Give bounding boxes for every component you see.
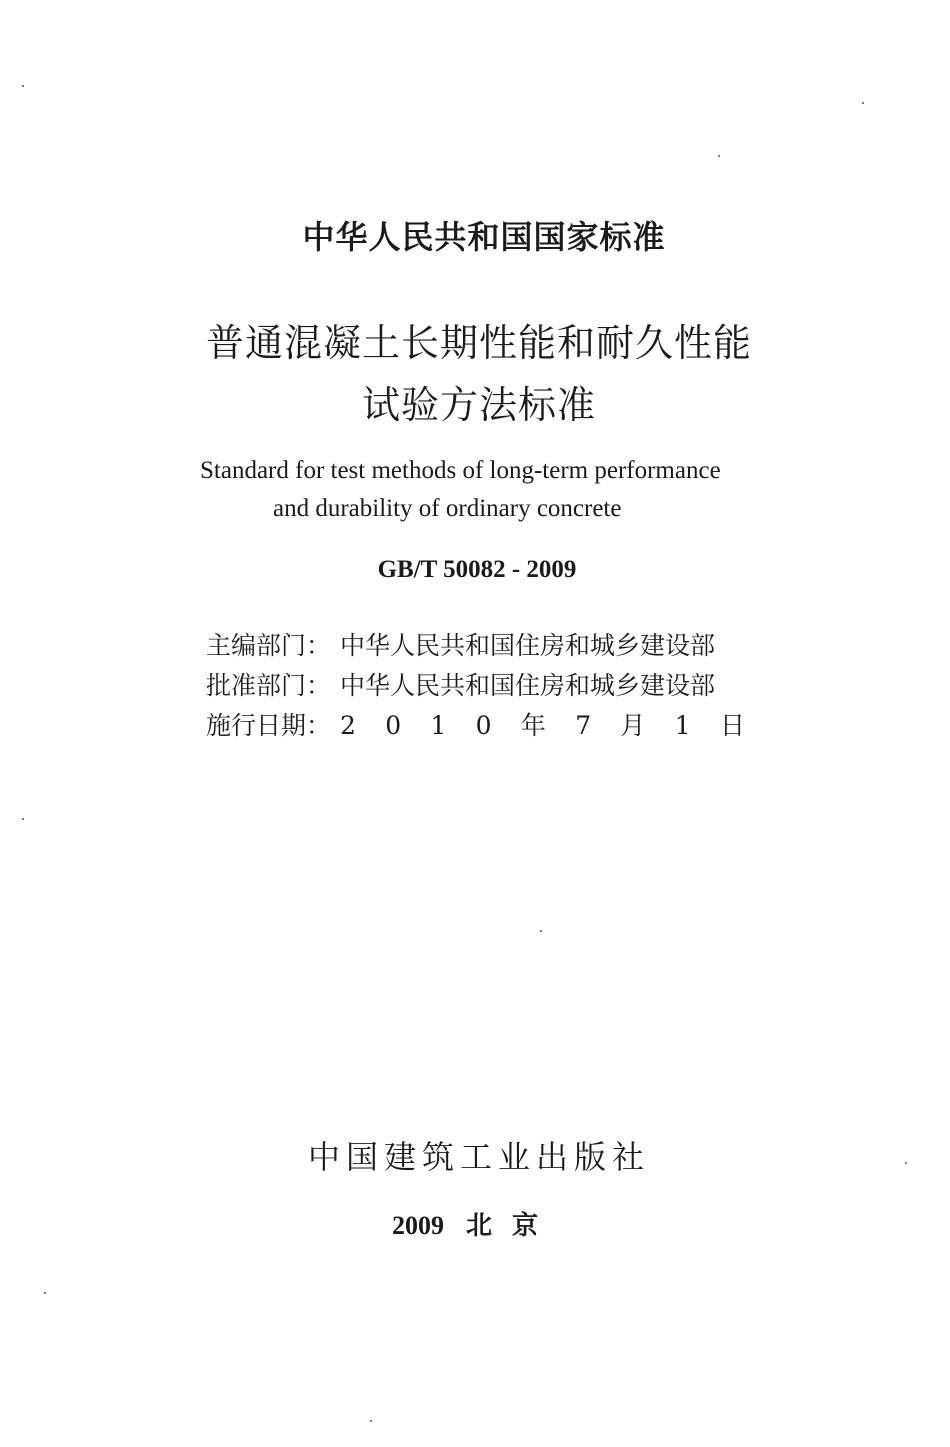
date-part: 1 [430,711,447,740]
english-title-line-1: Standard for test methods of long-term performance [200,457,721,484]
approver-label: 批准部门： [206,671,332,700]
date-part: 月 [620,711,646,740]
scan-speck [862,102,864,104]
date-part: 0 [475,711,492,740]
editor-value: 中华人民共和国住房和城乡建设部 [340,631,716,660]
effective-date-label: 施行日期： [206,711,332,740]
approver-value: 中华人民共和国住房和城乡建设部 [340,671,716,700]
standard-number: GB/T 50082 - 2009 [377,556,577,583]
publisher-name: 中国建筑工业出版社 [307,1138,650,1176]
date-part: 0 [385,711,402,740]
chinese-title-line-2: 试验方法标准 [361,383,596,427]
info-block [206,626,766,746]
scan-speck [905,1162,907,1164]
editor-row [206,626,766,666]
editor-label: 主编部门： [206,631,332,660]
date-part: 7 [575,711,592,740]
publication-city: 北京 [465,1211,558,1241]
scan-speck [540,930,542,932]
date-part: 1 [674,711,691,740]
date-part: 年 [520,711,546,740]
approver-row [206,666,766,706]
english-title [200,452,721,528]
scan-speck [22,85,24,87]
scan-speck [44,1292,46,1294]
publication-line [0,1205,950,1242]
effective-date-row [206,706,766,746]
date-part: 日 [719,711,745,740]
scan-speck [370,1420,372,1422]
publication-year: 2009 [391,1211,444,1240]
effective-date-value [340,706,745,746]
series-title: 中华人民共和国国家标准 [302,218,666,256]
scan-speck [22,818,24,820]
date-part: 2 [340,711,356,740]
scan-speck [718,155,720,157]
english-title-line-2: and durability of ordinary concrete [273,495,622,522]
chinese-title-line-1: 普通混凝土长期性能和耐久性能 [205,321,752,365]
